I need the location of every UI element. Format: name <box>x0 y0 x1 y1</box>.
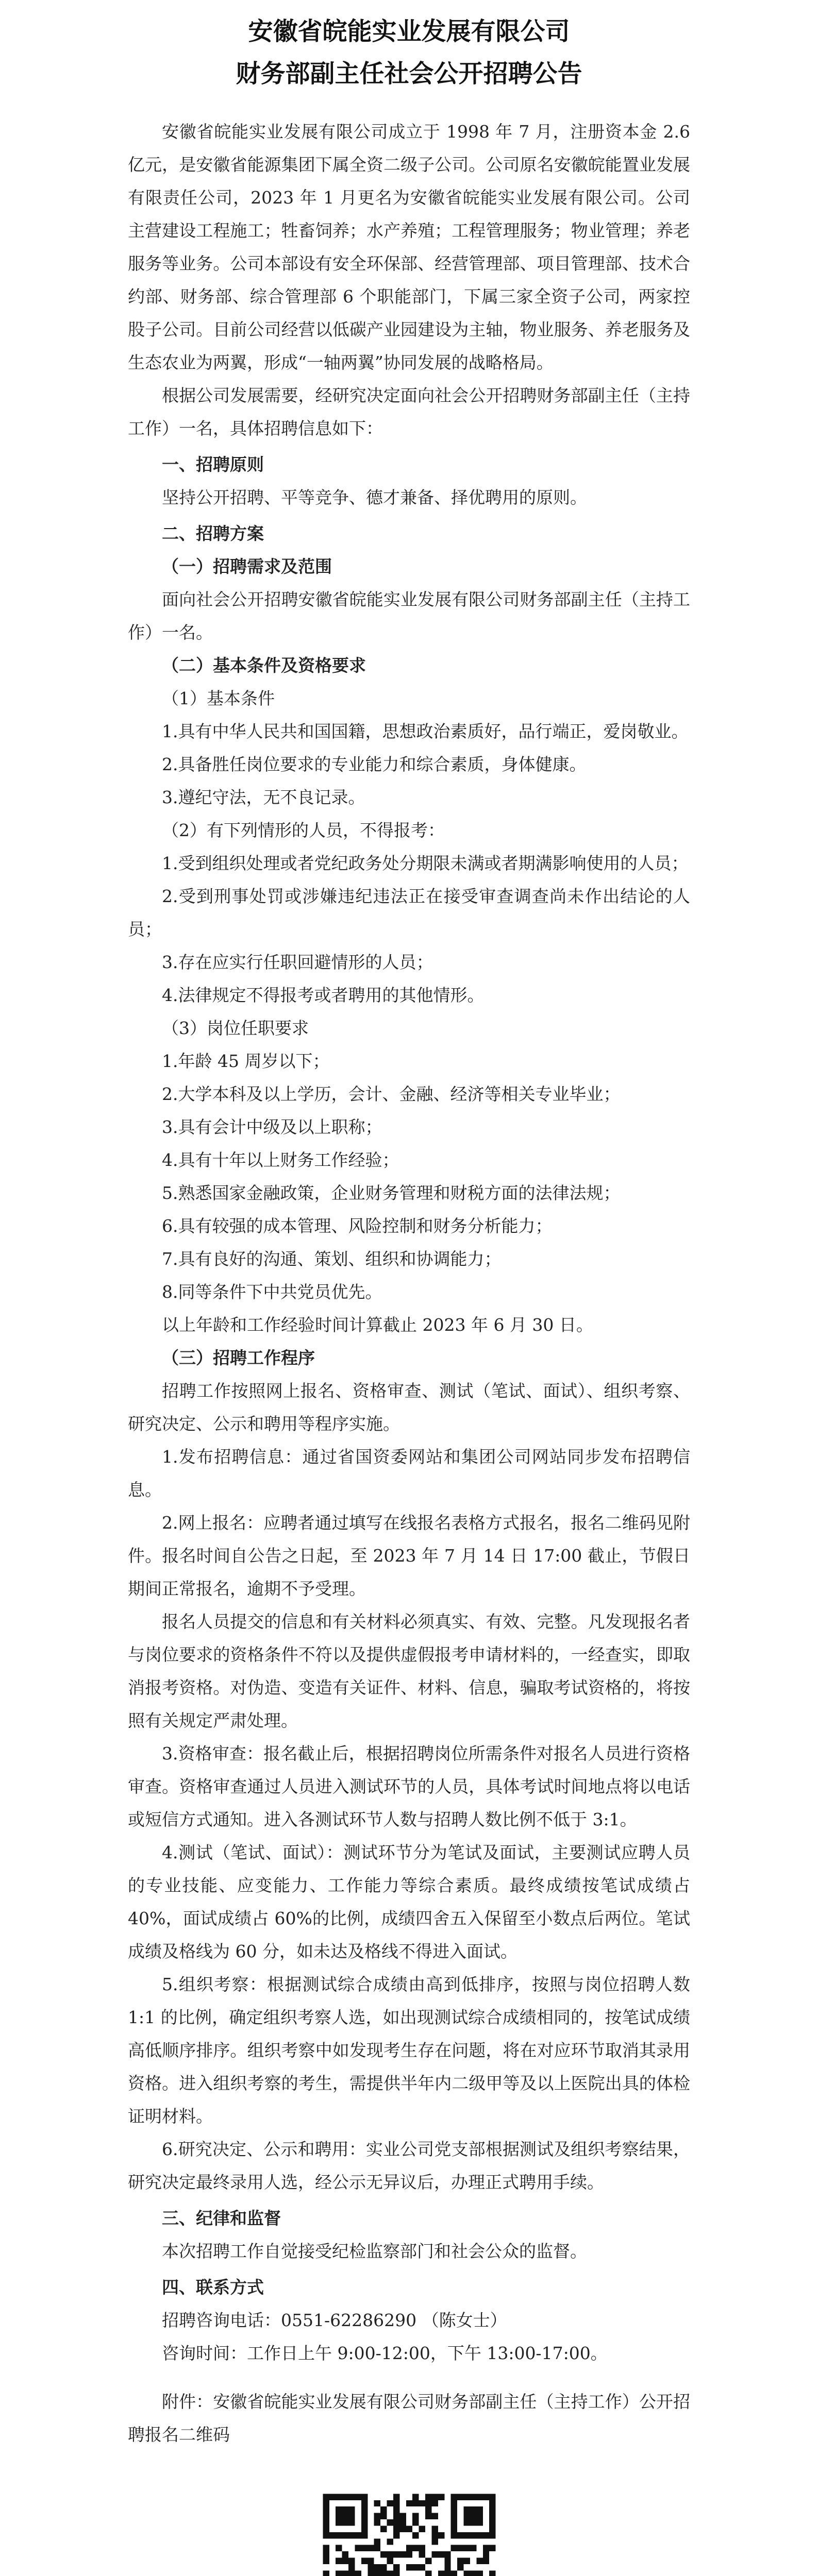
requirement-item: 2.大学本科及以上学历，会计、金融、经济等相关专业毕业； <box>162 1084 621 1104</box>
contact-phone: 招聘咨询电话：0551-62286290 （陈女士） <box>162 2310 507 2330</box>
basic-condition-item: 2.具备胜任岗位要求的专业能力和综合素质，身体健康。 <box>162 754 587 774</box>
contact-hours: 咨询时间：工作日上午 9:00-12:00，下午 13:00-17:00。 <box>162 2343 608 2363</box>
procedure-paragraph: 报名人员提交的信息和有关材料必须真实、有效、完整。凡发现报名者与岗位要求的资格条件不符以及提供虚假报考申请材料的，一经查实，即取消报考资格。对伪造、变造有关证件、材料、信息，骗取考试资格的，将按照有关规定严肃处理。 <box>128 1612 690 1731</box>
title-line-1: 安徽省皖能实业发展有限公司 <box>248 17 570 46</box>
intro-paragraph-2: 根据公司发展需要，经研究决定面向社会公开招聘财务部副主任（主持工作）一名，具体招聘信息如下： <box>128 385 690 438</box>
title-block <box>128 0 690 95</box>
procedure-paragraph: 1.发布招聘信息：通过省国资委网站和集团公司网站同步发布招聘信息。 <box>128 1447 690 1500</box>
section-1-heading: 一、招聘原则 <box>162 454 264 474</box>
procedure-paragraph: 3.资格审查：报名截止后，根据招聘岗位所需条件对报名人员进行资格审查。资格审查通过人员进入测试环节的人员，具体考试时间地点将以电话或短信方式通知。进入各测试环节人数与招聘人数比例不低于 3:1。 <box>128 1743 690 1829</box>
section-2-heading: 二、招聘方案 <box>162 523 264 544</box>
exclusion-item: 3.存在应实行任职回避情形的人员； <box>162 952 433 972</box>
subsection-1-text: 面向社会公开招聘安徽省皖能实业发展有限公司财务部副主任（主持工作）一名。 <box>128 589 690 642</box>
requirement-item: 6.具有较强的成本管理、风险控制和财务分析能力； <box>162 1216 553 1236</box>
requirement-note: 以上年龄和工作经验时间计算截止 2023 年 6 月 30 日。 <box>162 1315 593 1335</box>
basic-conditions-label: （1）基本条件 <box>162 688 275 708</box>
requirement-item: 1.年龄 45 周岁以下； <box>162 1051 330 1071</box>
spacer <box>128 2370 690 2385</box>
exclusions-label: （2）有下列情形的人员，不得报考： <box>162 820 445 840</box>
requirement-item: 8.同等条件下中共党员优先。 <box>162 1282 382 1302</box>
intro-paragraph-1: 安徽省皖能实业发展有限公司成立于 1998 年 7 月，注册资本金 2.6 亿元，是安徽省能源集团下属全资二级子公司。公司原名安徽皖能置业发展有限责任公司，2023 年 1 月更名为安徽省皖能实业发展有限公司。公司主营建设工程施工；牲畜饲养；水产养殖；工程管理服务；物业管理；养老服务等业务。公司本部设有安全环保部、经营管理部、项目管理部、技术合约部、财务部、综合管理部 6 个职能部门，下属三家全资子公司，两家控股子公司。目前公司经营以低碳产业园建设为主轴，物业服务、养老服务及生态农业为两翼，形成“一轴两翼”协同发展的战略格局。 <box>128 122 690 372</box>
requirement-item: 7.具有良好的沟通、策划、组织和协调能力； <box>162 1249 502 1269</box>
section-1-text: 坚持公开招聘、平等竞争、德才兼备、择优聘用的原则。 <box>162 487 587 507</box>
subsection-2-heading: （二）基本条件及资格要求 <box>162 655 366 675</box>
basic-condition-item: 3.遵纪守法，无不良记录。 <box>162 787 365 807</box>
exclusion-item: 1.受到组织处理或者党纪政务处分期限未满或者期满影响使用的人员； <box>162 853 689 873</box>
procedure-paragraph: 招聘工作按照网上报名、资格审查、测试（笔试、面试）、组织考察、研究决定、公示和聘用等程序实施。 <box>128 1381 690 1434</box>
procedure-paragraph: 5.组织考察：根据测试综合成绩由高到低排序，按照与岗位招聘人数 1:1 的比例，确定组织考察人选，如出现测试综合成绩相同的，按笔试成绩高低顺序排序。组织考察中如发现考生存在问题，将在对应环节取消其录用资格。进入组织考察的考生，需提供半年内二级甲等及以上医院出具的体检证明材料。 <box>128 1974 690 2126</box>
basic-condition-item: 1.具有中华人民共和国国籍，思想政治素质好，品行端正，爱岗敬业。 <box>162 721 689 741</box>
requirement-item: 4.具有十年以上财务工作经验； <box>162 1150 399 1170</box>
procedure-paragraph: 6.研究决定、公示和聘用：实业公司党支部根据测试及组织考察结果，研究决定最终录用人选，经公示无异议后，办理正式聘用手续。 <box>128 2139 690 2192</box>
qr-code-icon <box>316 2487 502 2576</box>
subsection-1-heading: （一）招聘需求及范围 <box>162 556 332 577</box>
section-3-text: 本次招聘工作自觉接受纪检监察部门和社会公众的监督。 <box>162 2241 587 2261</box>
subsection-3-heading: （三）招聘工作程序 <box>162 1348 315 1368</box>
exclusion-item: 2.受到刑事处罚或涉嫌违纪违法正在接受审查调查尚未作出结论的人员； <box>128 886 690 939</box>
procedure-paragraph: 4.测试（笔试、面试）：测试环节分为笔试及面试，主要测试应聘人员的专业技能、应变能力、工作能力等综合素质。最终成绩按笔试成绩占 40%，面试成绩占 60%的比例，成绩四舍五入保留至小数点后两位。笔试成绩及格线为 60 分，如未达及格线不得进入面试。 <box>128 1842 690 1961</box>
section-4-heading: 四、联系方式 <box>162 2277 264 2297</box>
requirements-label: （3）岗位任职要求 <box>162 1018 309 1038</box>
attachment-note: 附件：安徽省皖能实业发展有限公司财务部副主任（主持工作）公开招聘报名二维码 <box>128 2392 690 2445</box>
title-line-2: 财务部副主任社会公开招聘公告 <box>236 59 582 88</box>
exclusion-item: 4.法律规定不得报考或者聘用的其他情形。 <box>162 985 485 1005</box>
requirement-item: 3.具有会计中级及以上职称； <box>162 1117 382 1137</box>
requirement-item: 5.熟悉国家金融政策，企业财务管理和财税方面的法律法规； <box>162 1183 621 1203</box>
section-3-heading: 三、纪律和监督 <box>162 2208 281 2228</box>
procedure-paragraph: 2.网上报名：应聘者通过填写在线报名表格方式报名，报名二维码见附件。报名时间自公告之日起，至 2023 年 7 月 14 日 17:00 截止，节假日期间正常报名，逾期不予受理。 <box>128 1513 690 1599</box>
